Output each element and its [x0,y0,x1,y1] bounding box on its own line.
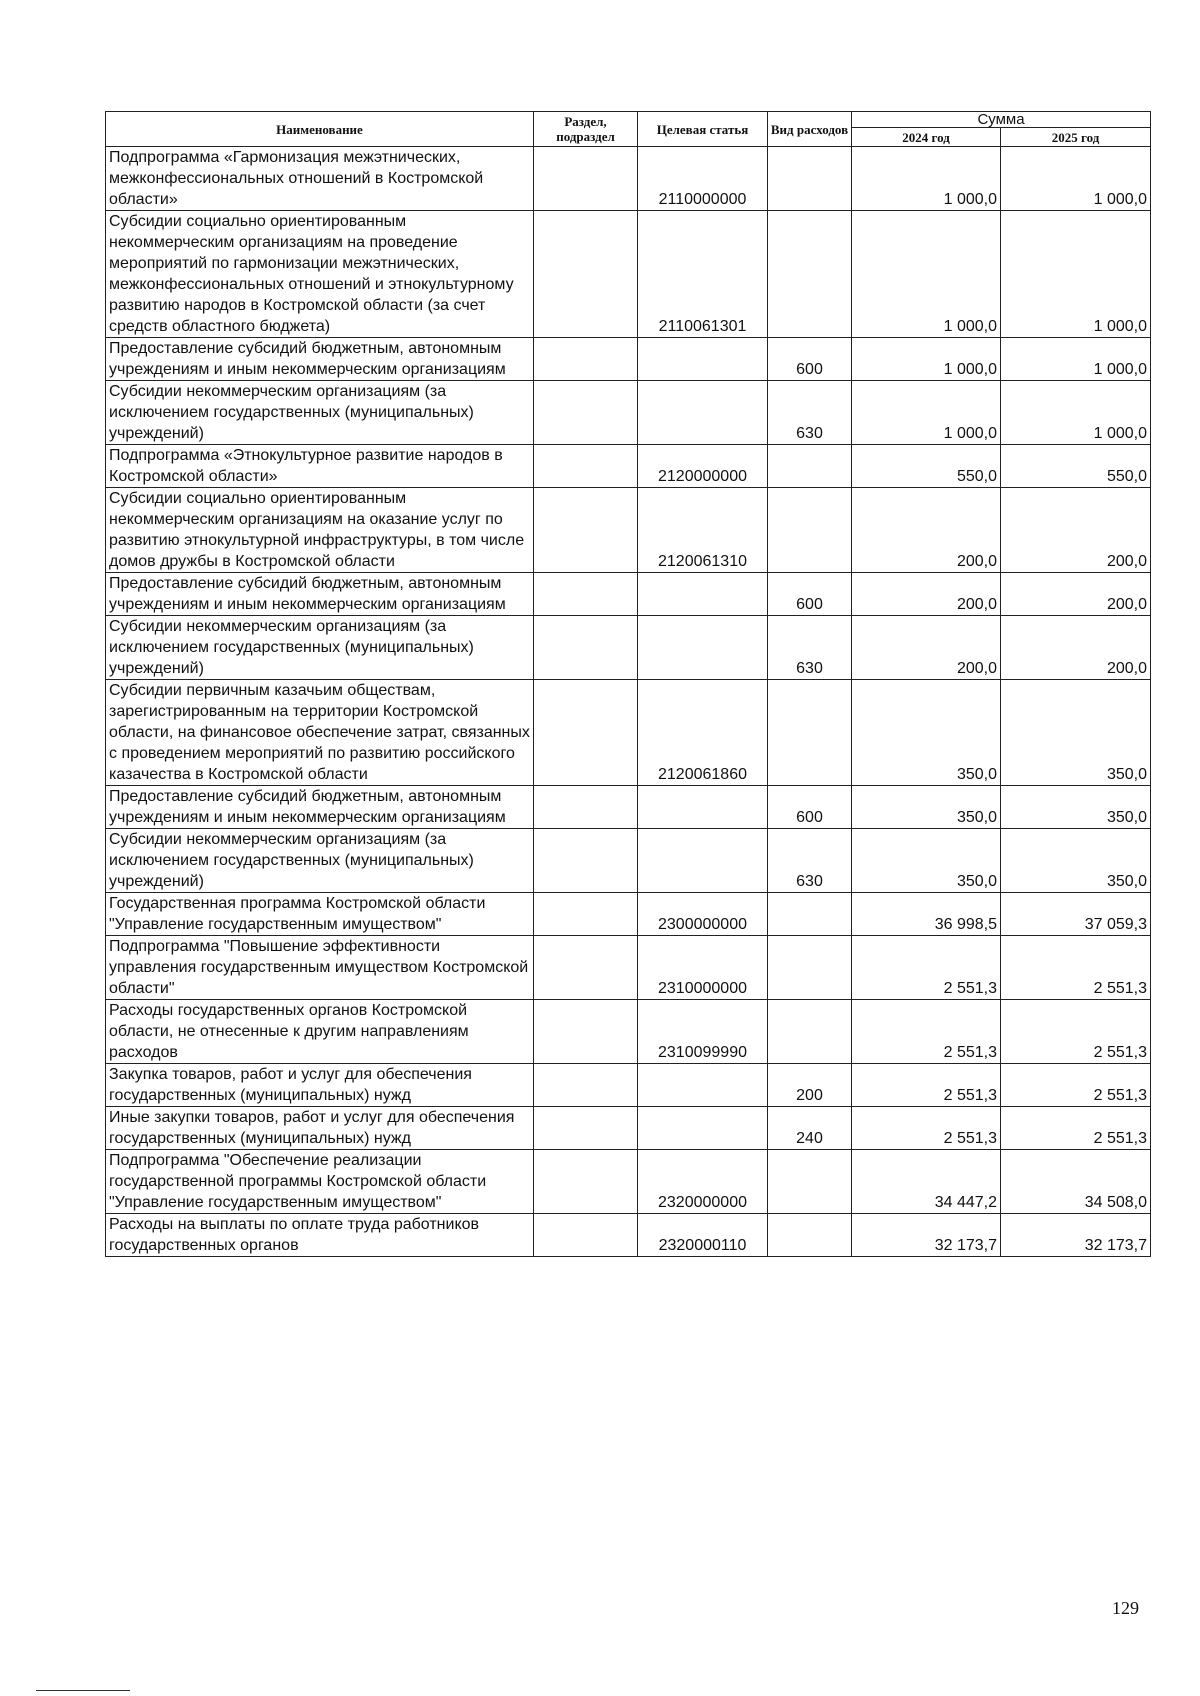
cell-section [534,211,638,338]
cell-section [534,1214,638,1257]
cell-sum-2025: 350,0 [1001,786,1151,829]
cell-sum-2025: 350,0 [1001,680,1151,786]
table-body [106,147,1151,1257]
cell-name: Субсидии некоммерческим организациям (за исключением государственных (муниципальных) учреждений) [106,829,534,893]
budget-table [105,111,1151,1257]
header-section: Раздел, подраздел [534,112,638,147]
table-row [106,488,1151,573]
cell-sum-2025: 1 000,0 [1001,381,1151,445]
cell-section [534,936,638,1000]
cell-kind: 240 [768,1107,852,1150]
table-row [106,338,1151,381]
cell-name: Субсидии социально ориентированным некоммерческим организациям на оказание услуг по развитию этнокультурной инфраструктуры, в том числе домов дружбы в Костромской области [106,488,534,573]
cell-name: Расходы на выплаты по оплате труда работников государственных органов [106,1214,534,1257]
table-header [106,112,1151,147]
cell-sum-2025: 34 508,0 [1001,1150,1151,1214]
cell-sum-2024: 2 551,3 [852,936,1001,1000]
cell-target [638,786,768,829]
cell-sum-2024: 34 447,2 [852,1150,1001,1214]
header-kind: Вид расходов [768,112,852,147]
cell-sum-2025: 32 173,7 [1001,1214,1151,1257]
table-row [106,786,1151,829]
header-sum: Сумма [852,112,1151,128]
cell-section [534,1000,638,1064]
cell-name: Иные закупки товаров, работ и услуг для обеспечения государственных (муниципальных) нужд [106,1107,534,1150]
cell-section [534,680,638,786]
cell-section [534,147,638,211]
cell-target [638,338,768,381]
cell-kind [768,488,852,573]
cell-sum-2025: 2 551,3 [1001,1064,1151,1107]
cell-section [534,829,638,893]
page-number: 129 [1112,1598,1139,1618]
cell-name: Расходы государственных органов Костромской области, не отнесенные к другим направлениям расходов [106,1000,534,1064]
cell-section [534,488,638,573]
cell-sum-2025: 550,0 [1001,445,1151,488]
cell-target [638,573,768,616]
cell-sum-2024: 1 000,0 [852,381,1001,445]
table-row [106,573,1151,616]
header-year-2025: 2025 год [1001,128,1151,147]
cell-kind [768,1214,852,1257]
cell-section [534,381,638,445]
table-row [106,1107,1151,1150]
cell-kind [768,1000,852,1064]
cell-sum-2025: 1 000,0 [1001,338,1151,381]
table-row [106,445,1151,488]
cell-sum-2024: 550,0 [852,445,1001,488]
cell-name: Подпрограмма «Этнокультурное развитие народов в Костромской области» [106,445,534,488]
cell-section [534,445,638,488]
cell-kind: 600 [768,573,852,616]
cell-sum-2024: 1 000,0 [852,147,1001,211]
table-row [106,381,1151,445]
table-row [106,1150,1151,1214]
cell-target: 2110000000 [638,147,768,211]
cell-target: 2120000000 [638,445,768,488]
cell-section [534,1064,638,1107]
cell-target: 2310000000 [638,936,768,1000]
cell-target [638,829,768,893]
cell-sum-2025: 200,0 [1001,616,1151,680]
table-row [106,1064,1151,1107]
cell-target: 2320000000 [638,1150,768,1214]
cell-target: 2300000000 [638,893,768,936]
cell-sum-2024: 32 173,7 [852,1214,1001,1257]
cell-sum-2025: 2 551,3 [1001,936,1151,1000]
cell-name: Субсидии некоммерческим организациям (за исключением государственных (муниципальных) учреждений) [106,381,534,445]
cell-sum-2025: 1 000,0 [1001,211,1151,338]
cell-section [534,1107,638,1150]
table-row [106,893,1151,936]
table-row [106,616,1151,680]
cell-name: Субсидии первичным казачьим обществам, зарегистрированным на территории Костромской области, на финансовое обеспечение затрат, связанных с проведением мероприятий по развитию российского казачества в Костромской области [106,680,534,786]
cell-sum-2024: 2 551,3 [852,1064,1001,1107]
cell-target: 2120061310 [638,488,768,573]
cell-sum-2024: 350,0 [852,829,1001,893]
cell-kind: 630 [768,616,852,680]
cell-name: Предоставление субсидий бюджетным, автономным учреждениям и иным некоммерческим организациям [106,573,534,616]
cell-kind: 630 [768,829,852,893]
cell-kind [768,211,852,338]
cell-target [638,381,768,445]
table-row [106,680,1151,786]
table-row [106,211,1151,338]
cell-target [638,616,768,680]
cell-sum-2024: 2 551,3 [852,1107,1001,1150]
header-year-2024: 2024 год [852,128,1001,147]
cell-kind [768,680,852,786]
cell-target: 2120061860 [638,680,768,786]
cell-name: Предоставление субсидий бюджетным, автономным учреждениям и иным некоммерческим организациям [106,786,534,829]
cell-sum-2024: 350,0 [852,680,1001,786]
cell-kind [768,1150,852,1214]
cell-section [534,1150,638,1214]
cell-kind: 200 [768,1064,852,1107]
cell-name: Подпрограмма "Обеспечение реализации государственной программы Костромской области "Управление государственным имуществом" [106,1150,534,1214]
table-row [106,1000,1151,1064]
cell-sum-2025: 2 551,3 [1001,1107,1151,1150]
cell-sum-2025: 1 000,0 [1001,147,1151,211]
cell-name: Субсидии некоммерческим организациям (за исключением государственных (муниципальных) учреждений) [106,616,534,680]
cell-sum-2024: 200,0 [852,616,1001,680]
cell-section [534,338,638,381]
table-row [106,147,1151,211]
cell-sum-2024: 1 000,0 [852,338,1001,381]
cell-target [638,1064,768,1107]
cell-name: Государственная программа Костромской области "Управление государственным имуществом" [106,893,534,936]
cell-sum-2024: 200,0 [852,488,1001,573]
cell-kind: 600 [768,786,852,829]
table-row [106,936,1151,1000]
cell-target: 2110061301 [638,211,768,338]
cell-name: Закупка товаров, работ и услуг для обеспечения государственных (муниципальных) нужд [106,1064,534,1107]
cell-kind [768,445,852,488]
cell-sum-2025: 2 551,3 [1001,1000,1151,1064]
header-name: Наименование [106,112,534,147]
cell-section [534,616,638,680]
cell-name: Подпрограмма «Гармонизация межэтнических, межконфессиональных отношений в Костромской области» [106,147,534,211]
cell-sum-2025: 200,0 [1001,488,1151,573]
cell-name: Подпрограмма "Повышение эффективности управления государственным имуществом Костромской области" [106,936,534,1000]
cell-sum-2024: 2 551,3 [852,1000,1001,1064]
footer-rule [36,1690,130,1691]
cell-sum-2024: 36 998,5 [852,893,1001,936]
cell-section [534,893,638,936]
cell-sum-2024: 200,0 [852,573,1001,616]
cell-sum-2025: 350,0 [1001,829,1151,893]
table-row [106,1214,1151,1257]
cell-section [534,573,638,616]
cell-name: Предоставление субсидий бюджетным, автономным учреждениям и иным некоммерческим организациям [106,338,534,381]
cell-target: 2310099990 [638,1000,768,1064]
cell-kind [768,936,852,1000]
header-target: Целевая статья [638,112,768,147]
cell-kind [768,147,852,211]
cell-sum-2024: 1 000,0 [852,211,1001,338]
cell-kind [768,893,852,936]
cell-target: 2320000110 [638,1214,768,1257]
cell-kind: 630 [768,381,852,445]
cell-kind: 600 [768,338,852,381]
cell-sum-2025: 37 059,3 [1001,893,1151,936]
cell-name: Субсидии социально ориентированным некоммерческим организациям на проведение мероприятий по гармонизации межэтнических, межконфессиональных отношений и этнокультурному развитию народов в Костромской области (за счет средств областного бюджета) [106,211,534,338]
cell-sum-2025: 200,0 [1001,573,1151,616]
table-row [106,829,1151,893]
cell-section [534,786,638,829]
cell-sum-2024: 350,0 [852,786,1001,829]
cell-target [638,1107,768,1150]
